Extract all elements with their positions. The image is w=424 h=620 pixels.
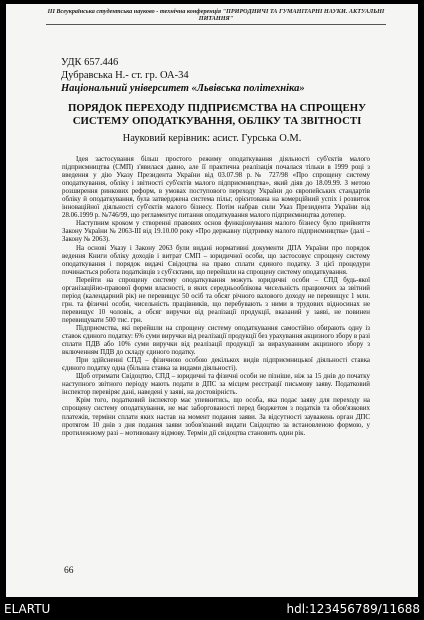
article-body — [62, 156, 370, 438]
paragraph: Щоб отримати Свідоцтво, СПД – юридичні та фізичні особи не пізніше, ніж за 15 днів до початку наступного звітного періоду мають подати в ДПС за місцем реєстрації письмову заяву. Податковий інспектор перевіряє дані, наведені у заяві, на достовірність. — [62, 373, 370, 397]
repository-footer — [0, 600, 424, 620]
scanned-page — [6, 4, 418, 597]
udc-code: УДК 657.446 — [61, 57, 119, 68]
author-line: Дубравська Н.- ст. гр. ОА-34 — [61, 70, 189, 81]
page-number: 66 — [64, 566, 74, 576]
paragraph: Наступним кроком у створенні правових основ функціонування малого бізнесу було прийняття Закону України № 2063-ІІІ від 19.10.00 року «Про державну підтримку малого підприємництва» (далі – Закону № 2063). — [62, 220, 370, 244]
paragraph: При здійсненні СПД – фізичною особою декількох видів підприємницької діяльності ставка єдиного податку одна (більша ставка за видами діяльності). — [62, 357, 370, 373]
repository-name: ELARTU — [4, 602, 51, 616]
conference-header: III Всеукраїнська студентська науково - технічна конференція "ПРИРОДНИЧІ ТА ГУМАНІТАРНІ НАУКИ. АКТУАЛЬНІ ПИТАННЯ" — [46, 8, 386, 25]
scientific-advisor: Науковий керівник: асист. Гурська О.М. — [122, 133, 302, 144]
paragraph: Ідея застосування більш простого режиму оподаткування діяльності суб'єктів малого підприємництва (СМП) з'явилася давно, але її практична реалізація почалася тільки в 1999 році з введення у дію Указу Президента України від 03.07.98 р.№ 727/98 «Про спрощену систему оподаткування, обліку і звітності суб'єктів малого підприємництва», який діяв до 18.09.99. З метою розширення ринкових реформ, в умовах поступового переходу України до європейських стандартів обліку й оподаткування, була затверджена система пільг, орієнтована на комерційний успіх і розвиток інноваційної діяльності суб'єктів малого бізнесу. Потім набрав сили Указ Президента України від 28.06.1999 р. №746/99, що регламентує питання оподаткування малого підприємництва дотепер. — [62, 156, 370, 220]
article-meta — [61, 56, 305, 95]
handle-id: hdl:123456789/11688 — [286, 602, 420, 616]
paragraph: Крім того, податковий інспектор має упевнитись, що особа, яка подає заяву для переходу на спрощену систему оподаткування, не має заборгованості перед бюджетом з податків та обов'язкових платежів, терміни сплати яких настав на момент подання заяви. За відсутності зауважень орган ДПС протягом 10 днів з дня подання заяви зобов'язаний видати Свідоцтво за встановленою формою, у протилежному разі – мотивовану відмову. Термін дії свідоцтва становить один рік. — [62, 397, 370, 437]
article-title: ПОРЯДОК ПЕРЕХОДУ ПІДПРИЄМСТВА НА СПРОЩЕНУ СИСТЕМУ ОПОДАТКУВАННЯ, ОБЛІКУ ТА ЗВІТНОСТІ — [67, 102, 367, 127]
affiliation: Національний університет «Львівська політехніка» — [61, 83, 305, 94]
paragraph: Перейти на спрощену систему оподаткування можуть юридичні особи – СПД будь-якої організаційно-правової форми власності, в яких середньооблікова чисельність працюючих за звітний період (календарний рік) не перевищує 50 осіб та обсяг річного валового доходу не перевищує 1 млн. грн. та фізичні особи, чисельність працівників, що перебувають з ними в трудових відносинах не перевищує 10 чоловік, а обсяг виручки від реалізації продукції, вказаний у заяві, не повинен перевищувати 500 тис. грн. — [62, 276, 370, 324]
paragraph: На основі Указу і Закону 2063 були видані нормативні документи ДПА України про порядок ведення Книги обліку доходів і витрат СМП – юридичної особи, що застосовує спрощену систему оподаткування і порядок видачі Свідоцтва на право сплати єдиного податку. З цієї процедури починається робота податківців з суб'єктами, що перейшли на спрощену систему оподаткування. — [62, 244, 370, 276]
paragraph: Підприємства, які перейшли на спрощену систему оподаткування самостійно обирають одну із ставок єдиного податку: 6% суми виручки від реалізації продукції без урахування акцизного збору в разі сплати ПДВ або 10% суми виручки від реалізації продукції за вирахуванням акцизного збору з включенням ПДВ до складу єдиного податку. — [62, 324, 370, 357]
